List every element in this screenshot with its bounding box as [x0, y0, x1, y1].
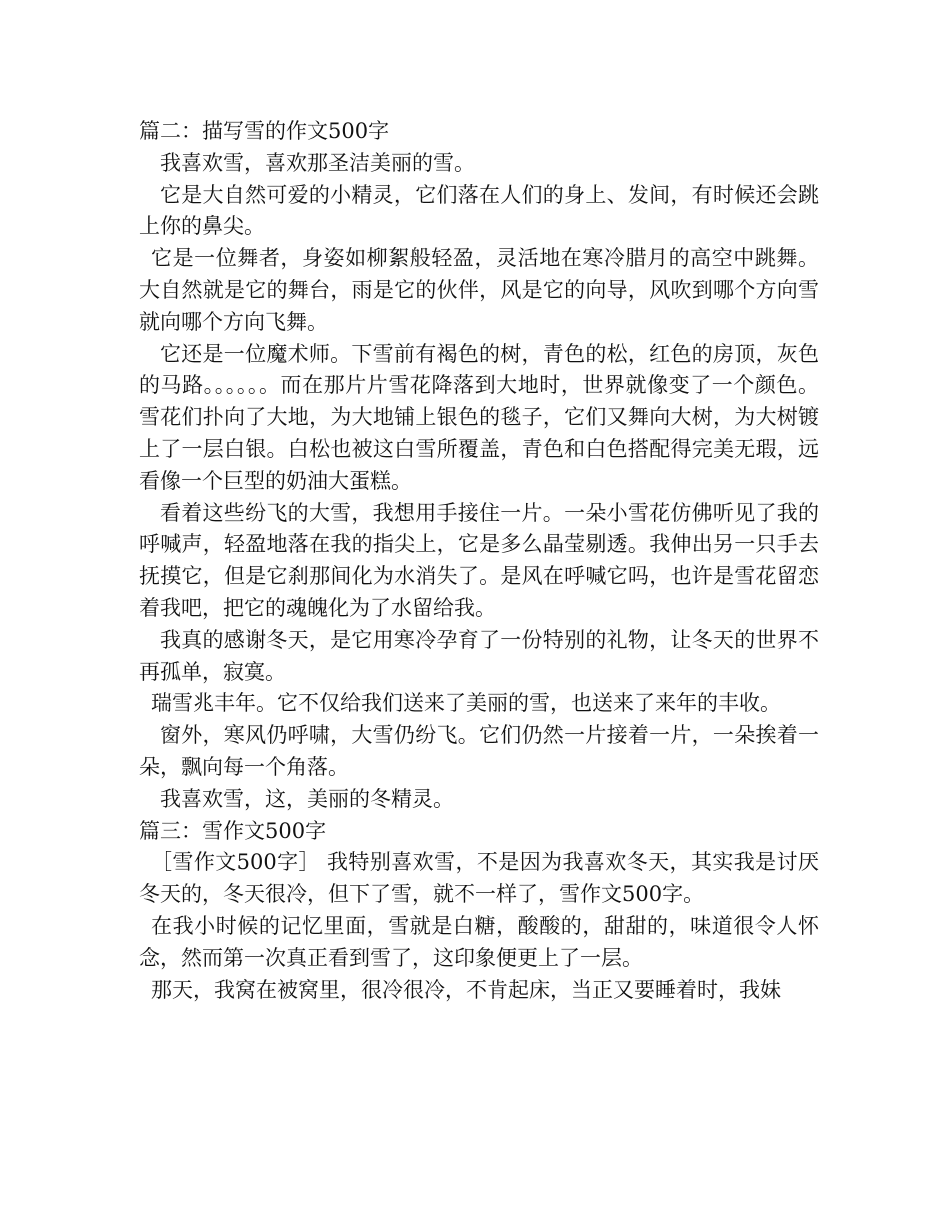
paragraph: 在我小时候的记忆里面，雪就是白糖，酸酸的，甜甜的，味道很令人怀念，然而第一次真正看到雪了，这印象便更上了一层。 — [139, 913, 819, 970]
paragraph: 窗外，寒风仍呼啸，大雪仍纷飞。它们仍然一片接着一片，一朵挨着一朵，飘向每一个角落。 — [139, 723, 819, 779]
paragraph: ［雪作文500字］ 我特别喜欢雪，不是因为我喜欢冬天，其实我是讨厌冬天的，冬天很冷，但下了雪，就不一样了，雪作文500字。 — [139, 850, 819, 907]
document-body — [139, 116, 819, 1006]
paragraph: 它是一位舞者，身姿如柳絮般轻盈，灵活地在寒冷腊月的高空中跳舞。大自然就是它的舞台，雨是它的伙伴，风是它的向导，风吹到哪个方向雪就向哪个方向飞舞。 — [139, 246, 819, 334]
paragraph: 我喜欢雪，喜欢那圣洁美丽的雪。 — [160, 150, 475, 175]
paragraph: 我真的感谢冬天，是它用寒冷孕育了一份特别的礼物，让冬天的世界不再孤单，寂寞。 — [139, 627, 819, 684]
paragraph: 看着这些纷飞的大雪，我想用手接住一片。一朵小雪花仿佛听见了我的呼喊声，轻盈地落在我的指尖上，它是多么晶莹剔透。我伸出另一只手去抚摸它，但是它刹那间化为水消失了。是风在呼喊它吗，也许是雪花留恋着我吧，把它的魂魄化为了水留给我。 — [139, 500, 819, 620]
paragraph: 我喜欢雪，这，美丽的冬精灵。 — [160, 786, 454, 811]
paragraph: 瑞雪兆丰年。它不仅给我们送来了美丽的雪，也送来了来年的丰收。 — [151, 691, 781, 716]
paragraph: 那天，我窝在被窝里，很冷很冷，不肯起床，当正又要睡着时，我妹 — [151, 977, 781, 1002]
paragraph: 它是大自然可爱的小精灵，它们落在人们的身上、发间，有时候还会跳上你的鼻尖。 — [139, 182, 819, 239]
section-heading: 篇三：雪作文500字 — [139, 818, 327, 843]
section-heading: 篇二：描写雪的作文500字 — [139, 119, 390, 143]
paragraph: 它还是一位魔术师。下雪前有褐色的树，青色的松，红色的房顶，灰色的马路。。。。。。而在那片片雪花降落到大地时，世界就像变了一个颜色。雪花们扑向了大地，为大地铺上银色的毯子，它们又舞向大树，为大树镀上了一层白银。白松也被这白雪所覆盖，青色和白色搭配得完美无瑕，远看像一个巨型的奶油大蛋糕。 — [139, 341, 819, 493]
